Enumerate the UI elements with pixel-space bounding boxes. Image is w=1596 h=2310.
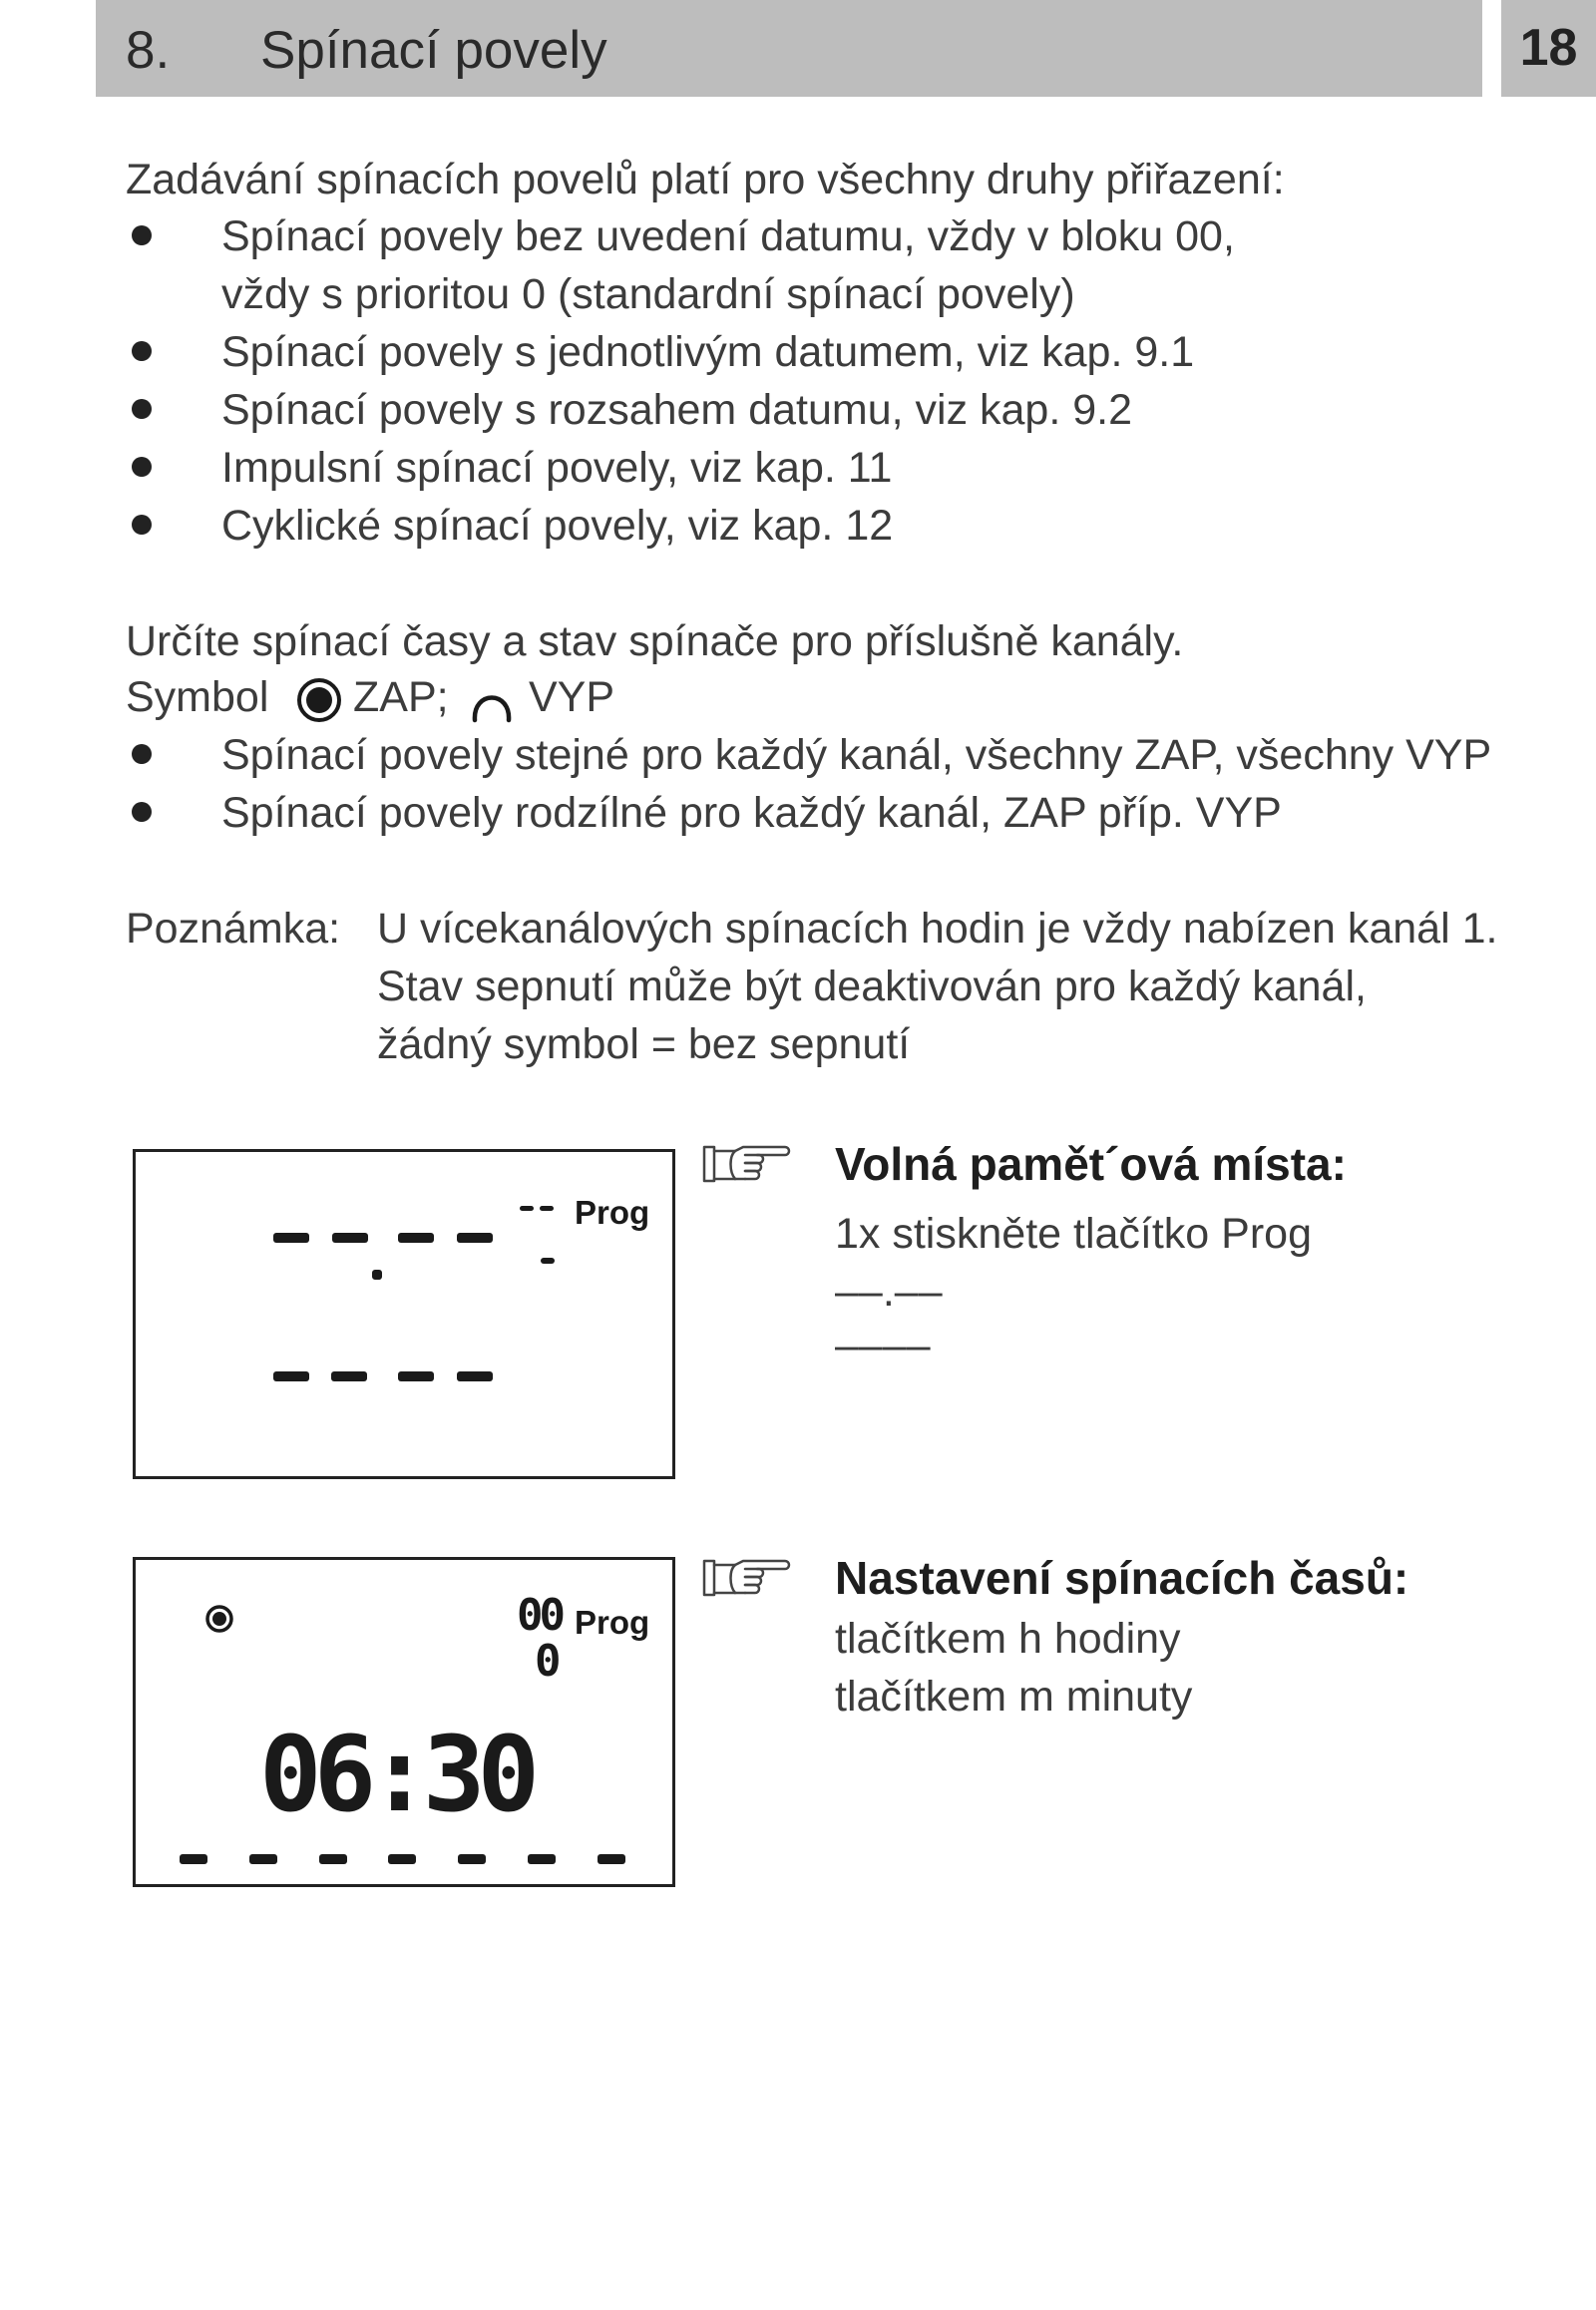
bullet-icon xyxy=(132,399,152,419)
lcd-prog-label: Prog xyxy=(575,1194,650,1231)
list-item: Spínací povely s rozsahem datumu, viz kap. 9.2 xyxy=(221,386,1133,434)
lcd-segment xyxy=(457,1371,493,1381)
lcd-colon-dot xyxy=(372,1270,382,1280)
lcd-day-segment xyxy=(180,1854,207,1864)
lcd-day-segment xyxy=(319,1854,347,1864)
symbol-off-label: VYP xyxy=(529,673,615,721)
lcd-segment xyxy=(273,1233,309,1243)
lcd-block-number: 00 xyxy=(517,1590,562,1641)
step-instruction: tlačítkem h hodiny xyxy=(835,1615,1181,1663)
lcd-segment xyxy=(398,1233,434,1243)
lcd-segment xyxy=(520,1206,534,1211)
note-line: žádný symbol = bez sepnutí xyxy=(377,1020,911,1068)
step-title-free-memory: Volná pamět´ová místa: xyxy=(835,1138,1347,1190)
step-display-hint: ––.–– xyxy=(835,1268,943,1316)
bullet-icon xyxy=(132,341,152,361)
step-instruction: 1x stiskněte tlačítko Prog xyxy=(835,1210,1312,1258)
symbol-label: Symbol xyxy=(126,673,269,721)
paragraph-switch-times: Určíte spínací časy a stav spínače pro příslušně kanály. xyxy=(126,617,1184,665)
lcd-priority: 0 xyxy=(535,1636,562,1687)
list-item: Spínací povely bez uvedení datumu, vždy v bloku 00, xyxy=(221,212,1235,260)
step-title-switch-times: Nastavení spínacích časů: xyxy=(835,1552,1409,1604)
page-number: 18 xyxy=(1501,0,1596,97)
step-display-hint: –––– xyxy=(835,1322,931,1369)
section-header xyxy=(96,0,1482,97)
step-instruction: tlačítkem m minuty xyxy=(835,1673,1193,1721)
lcd-prog-label: Prog xyxy=(575,1604,650,1641)
lcd-day-segment xyxy=(388,1854,416,1864)
note-label: Poznámka: xyxy=(126,905,341,953)
lcd-day-segment xyxy=(458,1854,486,1864)
list-item: Spínací povely s jednotlivým datumem, viz kap. 9.1 xyxy=(221,328,1195,376)
lcd-day-segment xyxy=(598,1854,625,1864)
lcd-segment xyxy=(398,1371,434,1381)
bullet-icon xyxy=(132,744,152,764)
note-line: Stav sepnutí může být deaktivován pro každý kanál, xyxy=(377,962,1367,1010)
bullet-icon xyxy=(132,515,152,535)
lcd-display-free-memory xyxy=(133,1149,675,1479)
intro-text: Zadávání spínacích povelů platí pro všechny druhy přiřazení: xyxy=(126,156,1285,203)
switch-on-icon xyxy=(204,1604,234,1634)
list-item: Spínací povely stejné pro každý kanál, všechny ZAP, všechny VYP xyxy=(221,731,1492,779)
lcd-segment xyxy=(273,1371,309,1381)
lcd-display-switch-times xyxy=(133,1557,675,1887)
lcd-segment xyxy=(457,1233,493,1243)
lcd-segment xyxy=(541,1258,555,1264)
bullet-icon xyxy=(132,225,152,245)
note-line: U vícekanálových spínacích hodin je vždy nabízen kanál 1. xyxy=(377,905,1498,953)
lcd-segment xyxy=(540,1206,554,1211)
list-item: Impulsní spínací povely, viz kap. 11 xyxy=(221,444,893,492)
section-title: Spínací povely xyxy=(260,21,607,80)
switch-on-icon xyxy=(295,676,343,724)
lcd-day-segment xyxy=(528,1854,556,1864)
bullet-icon xyxy=(132,802,152,822)
lcd-time: 06:30 xyxy=(259,1714,533,1835)
section-number: 8. xyxy=(126,21,171,80)
lcd-segment xyxy=(331,1371,367,1381)
bullet-icon xyxy=(132,457,152,477)
lcd-day-segment xyxy=(249,1854,277,1864)
symbol-on-label: ZAP; xyxy=(353,673,449,721)
list-item: Cyklické spínací povely, viz kap. 12 xyxy=(221,502,894,550)
pointing-hand-icon xyxy=(701,1142,793,1188)
list-item-continuation: vždy s prioritou 0 (standardní spínací povely) xyxy=(221,270,1075,318)
pointing-hand-icon xyxy=(701,1556,793,1602)
lcd-segment xyxy=(332,1233,368,1243)
list-item: Spínací povely rodzílné pro každý kanál, ZAP příp. VYP xyxy=(221,789,1282,837)
switch-off-icon xyxy=(469,680,515,726)
